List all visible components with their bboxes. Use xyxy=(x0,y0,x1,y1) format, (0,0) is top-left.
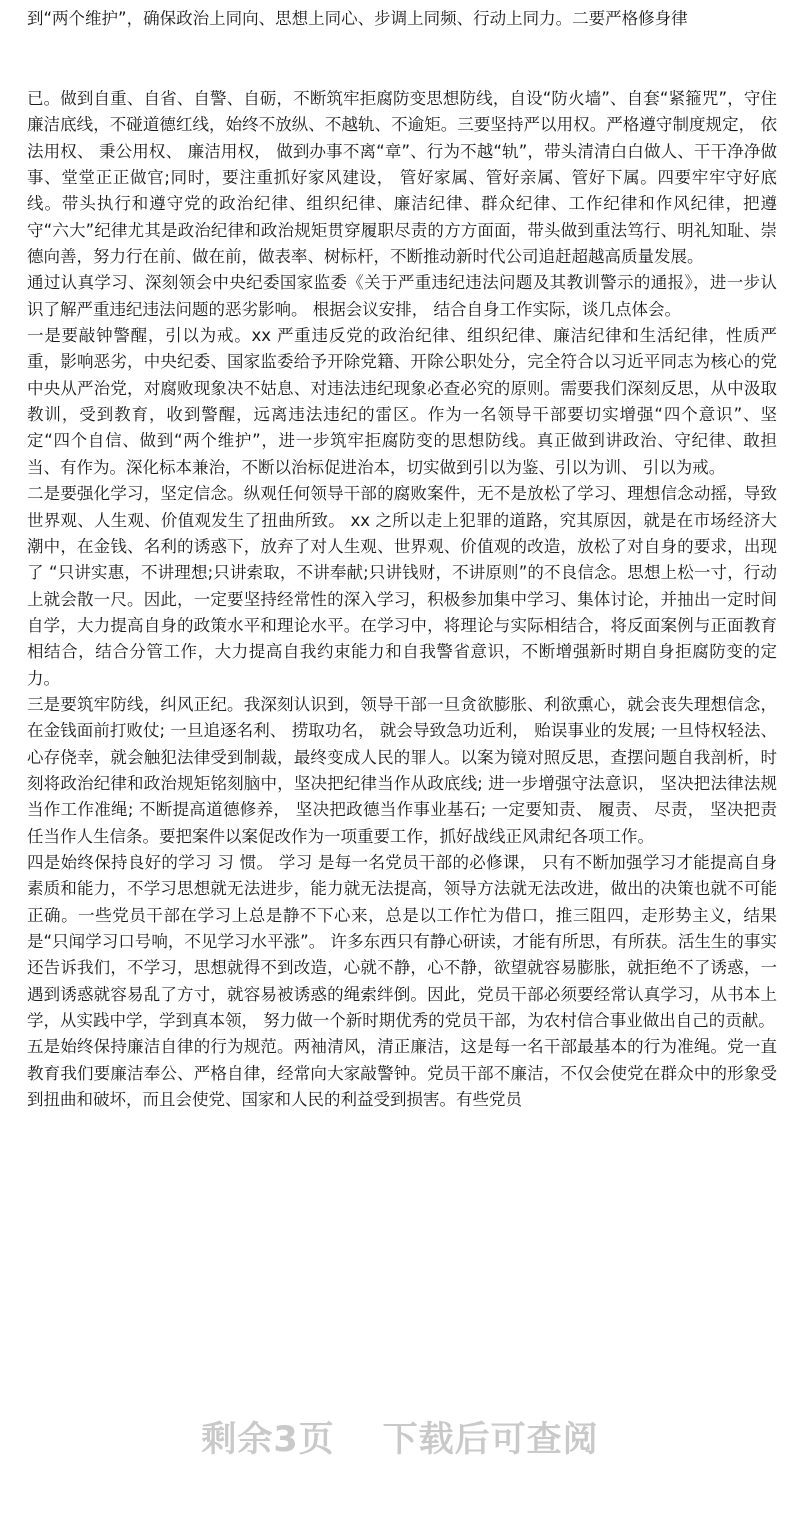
document-body xyxy=(27,86,777,1113)
remaining-pages-text: 剩余3页 xyxy=(201,1420,335,1460)
paragraph: 四是始终保持良好的学习 习 惯。 学习 是每一名党员干部的必修课， 只有不断加强学习才能提高自身素质和能力，不学习思想就无法进步，能力就无法提高，领导方法就无法改进，做出的决策也就不可能正确。一些党员干部在学习上总是静不下心来，总是以工作忙为借口，推三阻四，走形势主义，结果是“只闻学习口号响，不见学习水平涨”。 许多东西只有静心研读，才能有所思，有所获。活生生的事实还告诉我们，不学习，思想就得不到改造，心就不静，心不静，欲望就容易膨胀，就拒绝不了诱惑，一遇到诱惑就容易乱了方寸，就容易被诱惑的绳索绊倒。因此，党员干部必须要经常认真学习，从书本上学，从实践中学，学到真本领， 努力做一个新时期优秀的党员干部，为农村信合事业做出自己的贡献。 xyxy=(27,852,777,1031)
page-bottom-cover xyxy=(0,1300,800,1518)
paragraph: 五是始终保持廉洁自律的行为规范。两袖清风，清正廉洁，这是每一名干部最基本的行为准绳。党一直教育我们要廉洁奉公、严格自律，经常向大家敲警钟。党员干部不廉洁，不仅会使党在群众中的形象受到扭曲和破坏，而且会使党、国家和人民的利益受到损害。有些党员 xyxy=(27,1037,777,1110)
download-prompt-banner[interactable] xyxy=(0,1412,800,1462)
download-to-view-text: 下载后可查阅 xyxy=(382,1420,599,1460)
paragraph: 通过认真学习、深刻领会中央纪委国家监委《关于严重违纪违法问题及其教训警示的通报》，进一步认识了解严重违纪违法问题的恶劣影响。 根据会议安排， 结合自身工作实际，谈几点体会。 xyxy=(27,273,777,319)
paragraph: 二是要强化学习，坚定信念。纵观任何领导干部的腐败案件，无不是放松了学习、理想信念动摇，导致世界观、人生观、价值观发生了扭曲所致。 xx 之所以走上犯罪的道路，究其原因，就是在市场经济大潮中，在金钱、名利的诱惑下，放弃了对人生观、世界观、价值观的改造，放松了对自身的要求，出现了 “只讲实惠，不讲理想;只讲索取，不讲奉献;只讲钱财，不讲原则”的不良信念。思想上松一寸，行动上就会散一尺。因此，一定要坚持经常性的深入学习，积极参加集中学习、集体讨论，并抽出一定时间自学，大力提高自身的政策水平和理论水平。在学习中，将理论与实际相结合，将反面案例与正面教育相结合，结合分管工作，大力提高自我约束能力和自我警省意识，不断增强新时期自身拒腐防变的定力。 xyxy=(27,484,777,688)
paragraph: 一是要敲钟警醒，引以为戒。xx 严重违反党的政治纪律、组织纪律、廉洁纪律和生活纪律，性质严重，影响恶劣，中央纪委、国家监委给予开除党籍、开除公职处分，完全符合以习近平同志为核心的党中央从严治党，对腐败现象决不姑息、对违法违纪现象必查必究的原则。需要我们深刻反思，从中汲取教训，受到教育，收到警醒，远离违法违纪的雷区。作为一名领导干部要切实增强“四个意识”、坚定“四个自信、做到“两个维护”，进一步筑牢拒腐防变的思想防线。真正做到讲政治、守纪律、敢担当、有作为。深化标本兼治，不断以治标促进治本，切实做到引以为鉴、引以为训、 引以为戒。 xyxy=(27,326,777,477)
paragraph: 三是要筑牢防线，纠风正纪。我深刻认识到，领导干部一旦贪欲膨胀、利欲熏心，就会丧失理想信念，在金钱面前打败仗; 一旦追逐名利、 捞取功名， 就会导致急功近利， 贻误事业的发展; 一旦恃权轻法、心存侥幸，就会触犯法律受到制裁，最终变成人民的罪人。以案为镜对照反思，查摆问题自我剖析，时刻将政治纪律和政治规矩铭刻脑中，坚决把纪律当作从政底线; 进一步增强守法意识， 坚决把法律法规当作工作准绳; 不断提高道德修养， 坚决把政德当作事业基石; 一定要知责、 履责、 尽责， 坚决把责任当作人生信条。要把案件以案促改作为一项重要工作，抓好战线正风肃纪各项工作。 xyxy=(27,694,777,846)
paragraph: 已。做到自重、自省、自警、自砺，不断筑牢拒腐防变思想防线，自设“防火墙”、自套“紧箍咒”，守住廉洁底线，不碰道德红线，始终不放纵、不越轨、不逾矩。三要坚持严以用权。严格遵守制度规定， 依法用权、 秉公用权、 廉洁用权， 做到办事不离“章”、行为不越“轨”，带头清清白白做人、干干净净做事、堂堂正正做官;同时，要注重抓好家风建设， 管好家属、管好亲属、管好下属。四要牢牢守好底线。带头执行和遵守党的政治纪律、组织纪律、廉洁纪律、群众纪律、工作纪律和作风纪律，把遵守“六大”纪律尤其是政治纪律和政治规矩贯穿履职尽责的方方面面，带头做到重法笃行、明礼知耻、崇德向善，努力行在前、做在前，做表率、树标杆，不断推动新时代公司追赶超越高质量发展。 xyxy=(27,89,777,267)
document-top-line: 到“两个维护”，确保政治上同向、思想上同心、步调上同频、行动上同力。二要严格修身律 xyxy=(27,9,688,28)
